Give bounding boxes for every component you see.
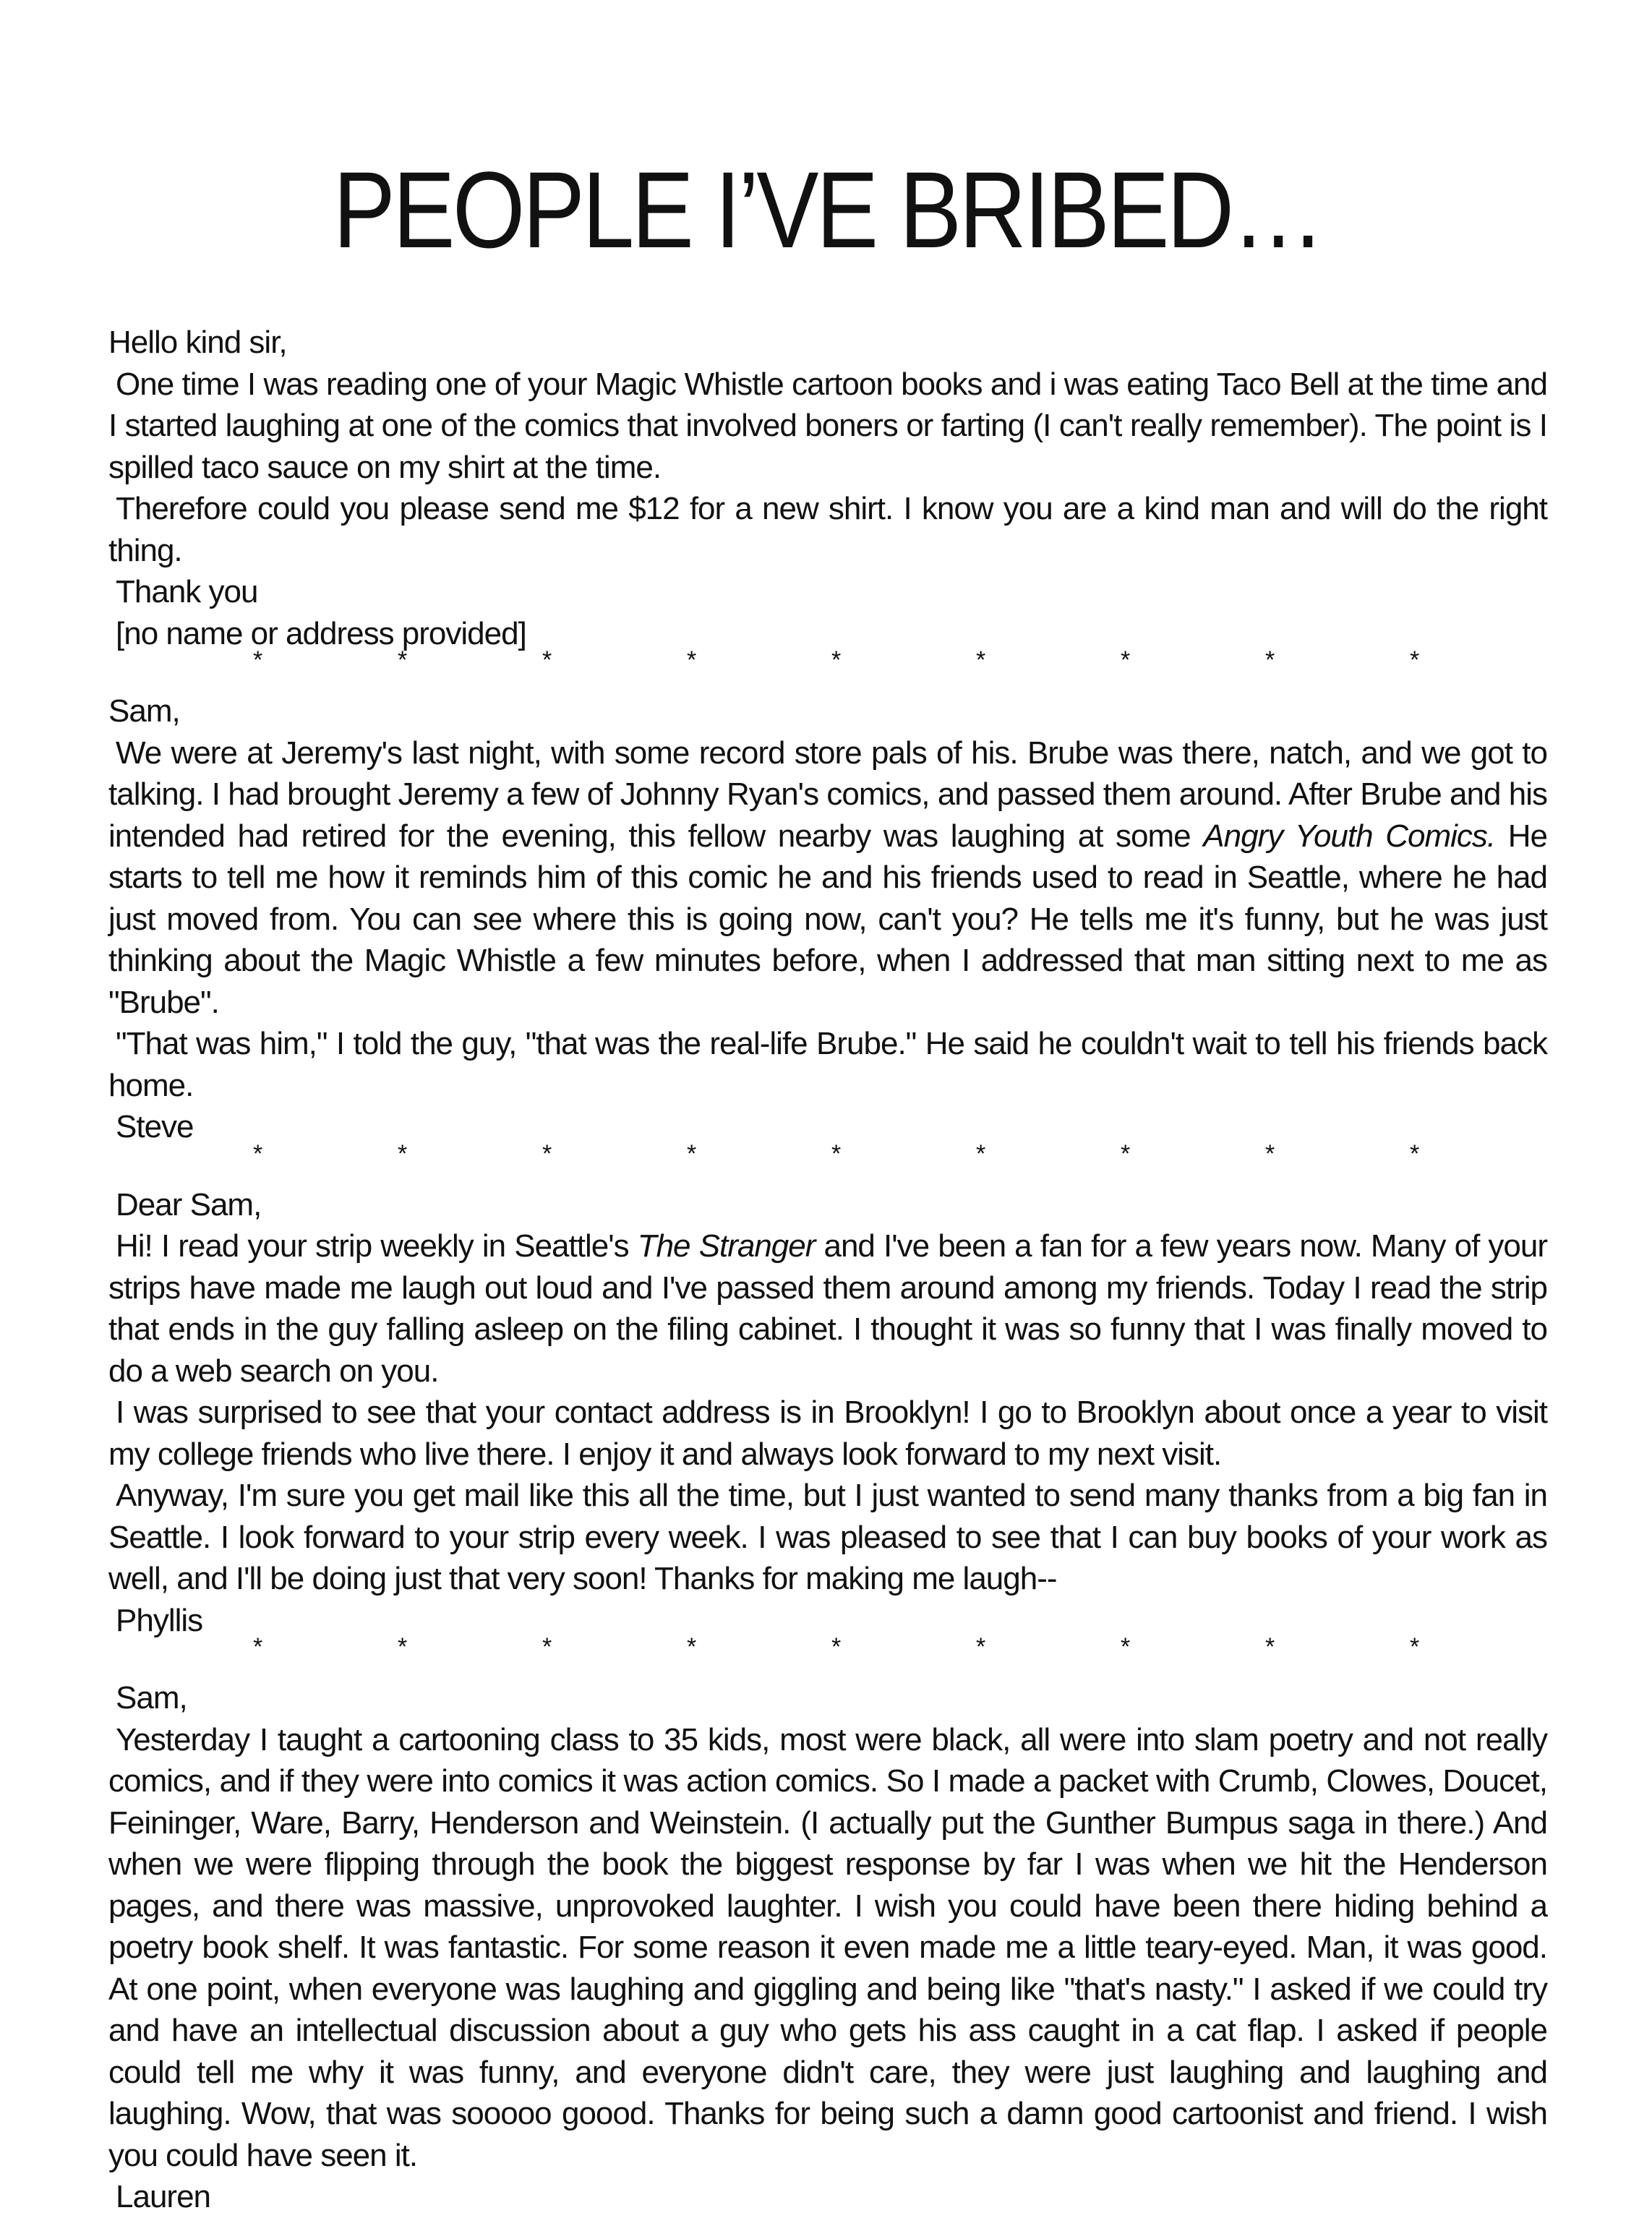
separator-star: *: [976, 646, 986, 674]
letter-paragraph: Yesterday I taught a cartooning class to 35 kids, most were black, all were into slam poetry and not really comics, and if they were into comics it was action comics. So I made a packet with Crumb, Clowes, Doucet, Feininger, Ware, Barry, Henderson and Weinstein. (I actually put the Gunther Bumpus saga in there.) And when we were flipping through the book the biggest response by far I was when we hit the Henderson pages, and there was massive, unprovoked laughter. I wish you could have been there hiding behind a poetry book shelf. It was fantastic. For some reason it even made me a little teary-eyed. Man, it was good. At one point, when everyone was laughing and giggling and being like "that's nasty." I asked if we could try and have an intellectual discussion about a guy who gets his ass caught in a cat flap. I asked if people could tell me why it was funny, and everyone didn't care, they were just laughing and laughing and laughing. Wow, that was sooooo goood. Thanks for being such a damn good cartoonist and friend. I wish you could have seen it.: [108, 1721, 1547, 2173]
separator-star: *: [542, 1139, 552, 1168]
separator-star: *: [831, 646, 842, 674]
separator-star: *: [687, 646, 697, 674]
separator-star: *: [542, 1633, 552, 1661]
separator-star: *: [542, 646, 552, 674]
separator-star: *: [1265, 646, 1275, 674]
separator-star: *: [1410, 1139, 1420, 1168]
separator-star: *: [1121, 646, 1131, 674]
publication-title: Angry Youth Comics.: [1203, 818, 1496, 854]
publication-title: The Stranger: [637, 1228, 816, 1264]
separator-star: *: [1265, 1139, 1275, 1168]
page-title: PEOPLE I’VE BRIBED…: [333, 149, 1323, 270]
separator-star: *: [398, 646, 408, 674]
separator: [108, 1139, 1547, 1168]
letter-signature: Phyllis: [116, 1602, 203, 1638]
letter-paragraph: Anyway, I'm sure you get mail like this all the time, but I just wanted to send many thanks from a big fan in Seattle. I look forward to your strip every week. I was pleased to see that I can buy books of your work as well, and I'll be doing just that very soon! Thanks for making me laugh--: [108, 1478, 1547, 1596]
text-run: We were at Jeremy's last night, with some record store pals of his. Brube was there, natch, and we got to talking. I had brought Jeremy a few of Johnny Ryan's comics, and passed them around. After Brube and his intended had retired for the evening, this fellow nearby was laughing at some: [108, 735, 1547, 854]
letter-signature: [no name or address provided]: [116, 615, 526, 651]
separator-star: *: [1121, 1139, 1131, 1168]
separator-star: *: [976, 1139, 986, 1168]
separator-star: *: [831, 1633, 842, 1661]
separator: [108, 1632, 1547, 1661]
letter-salutation: Sam,: [108, 693, 180, 729]
letter-paragraph: One time I was reading one of your Magic Whistle cartoon books and i was eating Taco Bell at the time and I started laughing at one of the comics that involved boners or farting (I can't really remember). The point is I spilled taco sauce on my shirt at the time.: [108, 366, 1547, 485]
letter-salutation: Sam,: [116, 1680, 187, 1716]
separator-star: *: [253, 1633, 263, 1661]
text-run: and I've been a fan for a few years now. Many of your strips have made me laugh out loud and I've passed them around among my friends. Today I read the strip that ends in the guy falling asleep on the filing cabinet. I thought it was so funny that I was finally moved to do a web search on you.: [108, 1228, 1547, 1389]
letter-paragraph: [108, 1225, 1547, 1392]
letter-salutation: Dear Sam,: [116, 1186, 262, 1223]
separator-star: *: [1410, 1633, 1420, 1661]
letter-3: [108, 1184, 1547, 1642]
separator: [108, 646, 1547, 675]
letter-1: [108, 322, 1547, 654]
separator-star: *: [1121, 1633, 1131, 1661]
letter-paragraph: I was surprised to see that your contact address is in Brooklyn! I go to Brooklyn about once a year to visit my college friends who live there. I enjoy it and always look forward to my next visit.: [108, 1395, 1547, 1472]
letter-2: [108, 690, 1547, 1148]
separator-star: *: [831, 1139, 842, 1168]
letter-paragraph: [108, 732, 1547, 1024]
letter-paragraph: Thank you: [116, 574, 258, 609]
separator-star: *: [398, 1633, 408, 1661]
letter-4: [108, 1677, 1547, 2218]
letter-paragraph: "That was him," I told the guy, "that was the real-life Brube." He said he couldn't wait to tell his friends back home.: [108, 1026, 1547, 1103]
page: [108, 145, 1547, 2218]
letter-signature: Lauren: [116, 2179, 211, 2214]
letter-signature: Steve: [116, 1109, 194, 1144]
separator-star: *: [687, 1139, 697, 1168]
separator-star: *: [1265, 1633, 1275, 1661]
separator-star: *: [398, 1139, 408, 1168]
separator-star: *: [976, 1633, 986, 1661]
separator-star: *: [253, 1139, 263, 1168]
separator-star: *: [1410, 646, 1420, 674]
text-run: He starts to tell me how it reminds him of this comic he and his friends used to read in Seattle, where he had just moved from. You can see where this is going now, can't you? He tells me it's funny, but he was just thinking about the Magic Whistle a few minutes before, when I addressed that man sitting next to me as "Brube".: [108, 818, 1547, 1020]
separator-star: *: [253, 646, 263, 674]
letter-salutation: Hello kind sir,: [108, 325, 287, 360]
letter-paragraph: Therefore could you please send me $12 for a new shirt. I know you are a kind man and will do the right thing.: [108, 491, 1547, 568]
separator-star: *: [687, 1633, 697, 1661]
text-run: Hi! I read your strip weekly in Seattle's: [116, 1228, 638, 1264]
